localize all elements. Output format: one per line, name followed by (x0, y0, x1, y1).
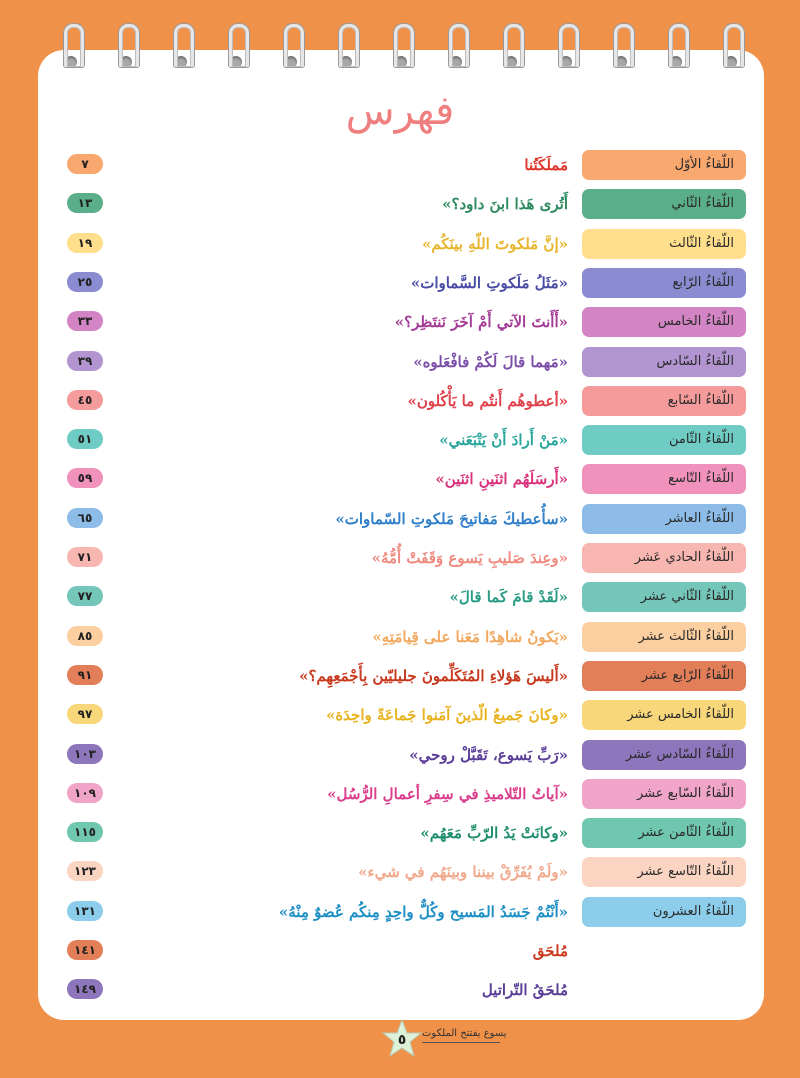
page-badge: ٣٣ (67, 311, 103, 331)
binding-ring (115, 22, 137, 74)
ring-wire (119, 24, 139, 67)
lesson-headline: «يَكونُ شاهِدًا مَعَنا على قِيامَتِهِ» (372, 627, 568, 646)
page-badge: ٧ (67, 154, 103, 174)
lesson-headline: مُلحَقُ التّراتيل (481, 981, 568, 1000)
toc-row[interactable] (0, 975, 800, 1005)
ring-wire (559, 24, 579, 67)
ring-wire (174, 24, 194, 67)
toc-row[interactable] (0, 386, 800, 416)
lesson-headline: «وكانَتْ يَدُ الرّبِّ مَعَهُم» (420, 824, 568, 843)
page-badge: ٣٩ (67, 351, 103, 371)
footer-divider (422, 1042, 500, 1043)
lesson-headline: «أَنْتُمْ جَسَدُ المَسيح وكُلٌّ واحِدٍ مِنكُم عُضوٌ مِنْهُ» (278, 902, 568, 921)
ring-wire (614, 24, 634, 67)
lesson-headline: مَملَكَتُنا (524, 156, 568, 174)
toc-row[interactable] (0, 189, 800, 219)
binding-ring (500, 22, 522, 74)
page-badge: ٦٥ (67, 508, 103, 528)
toc-row[interactable] (0, 936, 800, 966)
lesson-headline: «وعِندَ صَليبِ يَسوع وَقَفَتْ أُمُّهُ» (371, 549, 568, 567)
page-badge: ٨٥ (67, 626, 103, 646)
binding-ring (445, 22, 467, 74)
lesson-label: اللّقاءُ الخامس (582, 307, 746, 337)
ring-wire (724, 24, 744, 67)
lesson-label: اللّقاءُ السّابع (582, 386, 746, 416)
lesson-label: اللّقاءُ التّاسع عشر (582, 857, 746, 887)
ring-wire (339, 24, 359, 67)
spiral-binding (60, 22, 750, 76)
lesson-label: اللّقاءُ السّادس عشر (582, 740, 746, 770)
page-badge: ٩١ (67, 665, 103, 685)
ring-wire (229, 24, 249, 67)
lesson-label: اللّقاءُ العاشر (582, 504, 746, 534)
toc-row[interactable] (0, 464, 800, 494)
lesson-headline: «سأُعطيكَ مَفاتيحَ مَلكوتِ السّماوات» (335, 509, 568, 528)
page-badge: ١٤١ (67, 940, 103, 960)
toc-row[interactable] (0, 150, 800, 180)
book-title: يسوع يفتتح الملكوت (422, 1028, 507, 1039)
page-badge: ٧٧ (67, 586, 103, 606)
toc-row[interactable] (0, 268, 800, 298)
page-badge: ٧١ (67, 547, 103, 567)
toc-row[interactable] (0, 661, 800, 691)
toc-row[interactable] (0, 818, 800, 848)
toc-row[interactable] (0, 425, 800, 455)
lesson-label: اللّقاءُ الثّالث عشر (582, 622, 746, 652)
ring-wire (284, 24, 304, 67)
page-badge: ١٣ (67, 193, 103, 213)
toc-row[interactable] (0, 347, 800, 377)
lesson-label: اللّقاءُ الخامس عشر (582, 700, 746, 730)
binding-ring (280, 22, 302, 74)
page-badge: ٩٧ (67, 704, 103, 724)
lesson-label: اللّقاءُ الرّابع عشر (582, 661, 746, 691)
page-badge: ٤٥ (67, 390, 103, 410)
lesson-label: اللّقاءُ الحادي عَشر (582, 543, 746, 573)
footer (380, 1018, 507, 1068)
lesson-label: اللّقاءُ التّاسع (582, 464, 746, 494)
toc-row[interactable] (0, 504, 800, 534)
binding-ring (390, 22, 412, 74)
toc-row[interactable] (0, 229, 800, 259)
lesson-label: اللّقاءُ الرّابع (582, 268, 746, 298)
page-title: فهرس (345, 88, 455, 134)
lesson-headline: «أَرسَلَهُم اثنَينِ اثنَين» (435, 470, 568, 489)
page-badge: ١١٥ (67, 822, 103, 842)
binding-ring (720, 22, 742, 74)
lesson-headline: «ولَمْ يُفَرِّقْ بيننا وبينَهُم في شيء» (358, 863, 568, 882)
ring-wire (669, 24, 689, 67)
page-badge: ١٣١ (67, 901, 103, 921)
lesson-headline: «مَثَلُ مَلَكوتِ السَّماوات» (410, 273, 568, 292)
toc-row[interactable] (0, 740, 800, 770)
lesson-label: اللّقاءُ السّابع عشر (582, 779, 746, 809)
ring-wire (449, 24, 469, 67)
page-number: ٥ (397, 1032, 407, 1048)
page-badge: ٢٥ (67, 272, 103, 292)
lesson-label: اللّقاءُ الثّالث (582, 229, 746, 259)
lesson-label: اللّقاءُ الثّامن (582, 425, 746, 455)
lesson-label: اللّقاءُ السّادس (582, 347, 746, 377)
binding-ring (555, 22, 577, 74)
page-badge: ١٠٩ (67, 783, 103, 803)
lesson-headline: «مَنْ أَرادَ أَنْ يَتْبَعَني» (439, 431, 568, 450)
lesson-headline: «أعطوهُم أَنتُم ما يَأْكُلون» (407, 391, 568, 410)
lesson-headline: «رَبِّ يَسوع، تَقَبَّلْ روحي» (409, 745, 568, 764)
binding-ring (225, 22, 247, 74)
lesson-headline: «أَأَنتَ الآتي أَمْ آخَرَ نَنتَظِر؟» (394, 313, 568, 332)
lesson-label: اللّقاءُ الثّاني (582, 189, 746, 219)
page-badge: ١٩ (67, 233, 103, 253)
binding-ring (610, 22, 632, 74)
binding-ring (335, 22, 357, 74)
lesson-headline: أَتُرى هَذا ابنَ داود؟» (442, 195, 568, 214)
lesson-headline: مُلحَق (532, 942, 568, 960)
page-badge: ١٢٣ (67, 861, 103, 881)
lesson-headline: «مَهما قالَ لَكُمْ فافْعَلوه» (413, 352, 568, 371)
lesson-headline: «وكانَ جَميعُ الّذينَ آمَنوا جَماعَةً واحِدَة» (325, 706, 568, 725)
ring-wire (394, 24, 414, 67)
lesson-headline: «أَليسَ هَؤلاءِ المُتَكَلِّمونَ جليليّين بِأَجْمَعِهِم؟» (299, 666, 568, 685)
lesson-headline: «إنَّ مَلكوتَ اللّهِ بينَكُم» (422, 234, 568, 253)
lesson-headline: «آياتُ التّلاميذِ في سِفرِ أعمالِ الرُّسُل» (327, 784, 568, 803)
lesson-headline: «لَقَدْ قامَ كَما قالَ» (449, 588, 568, 607)
toc-row[interactable] (0, 700, 800, 730)
toc-row[interactable] (0, 857, 800, 887)
toc-row[interactable] (0, 307, 800, 337)
lesson-label: اللّقاءُ الثّامن عشر (582, 818, 746, 848)
lesson-label: اللّقاءُ العشرون (582, 897, 746, 927)
page-badge: ٥٩ (67, 468, 103, 488)
toc-row[interactable] (0, 897, 800, 927)
ring-wire (504, 24, 524, 67)
lesson-label: اللّقاءُ الأوّل (582, 150, 746, 180)
binding-ring (170, 22, 192, 74)
toc-row[interactable] (0, 779, 800, 809)
page-badge: ١٤٩ (67, 979, 103, 999)
toc-row[interactable] (0, 543, 800, 573)
binding-ring (665, 22, 687, 74)
binding-ring (60, 22, 82, 74)
page-badge: ٥١ (67, 429, 103, 449)
toc-row[interactable] (0, 622, 800, 652)
lesson-label: اللّقاءُ الثّاني عشر (582, 582, 746, 612)
page-badge: ١٠٣ (67, 744, 103, 764)
toc-row[interactable] (0, 582, 800, 612)
ring-wire (64, 24, 84, 67)
